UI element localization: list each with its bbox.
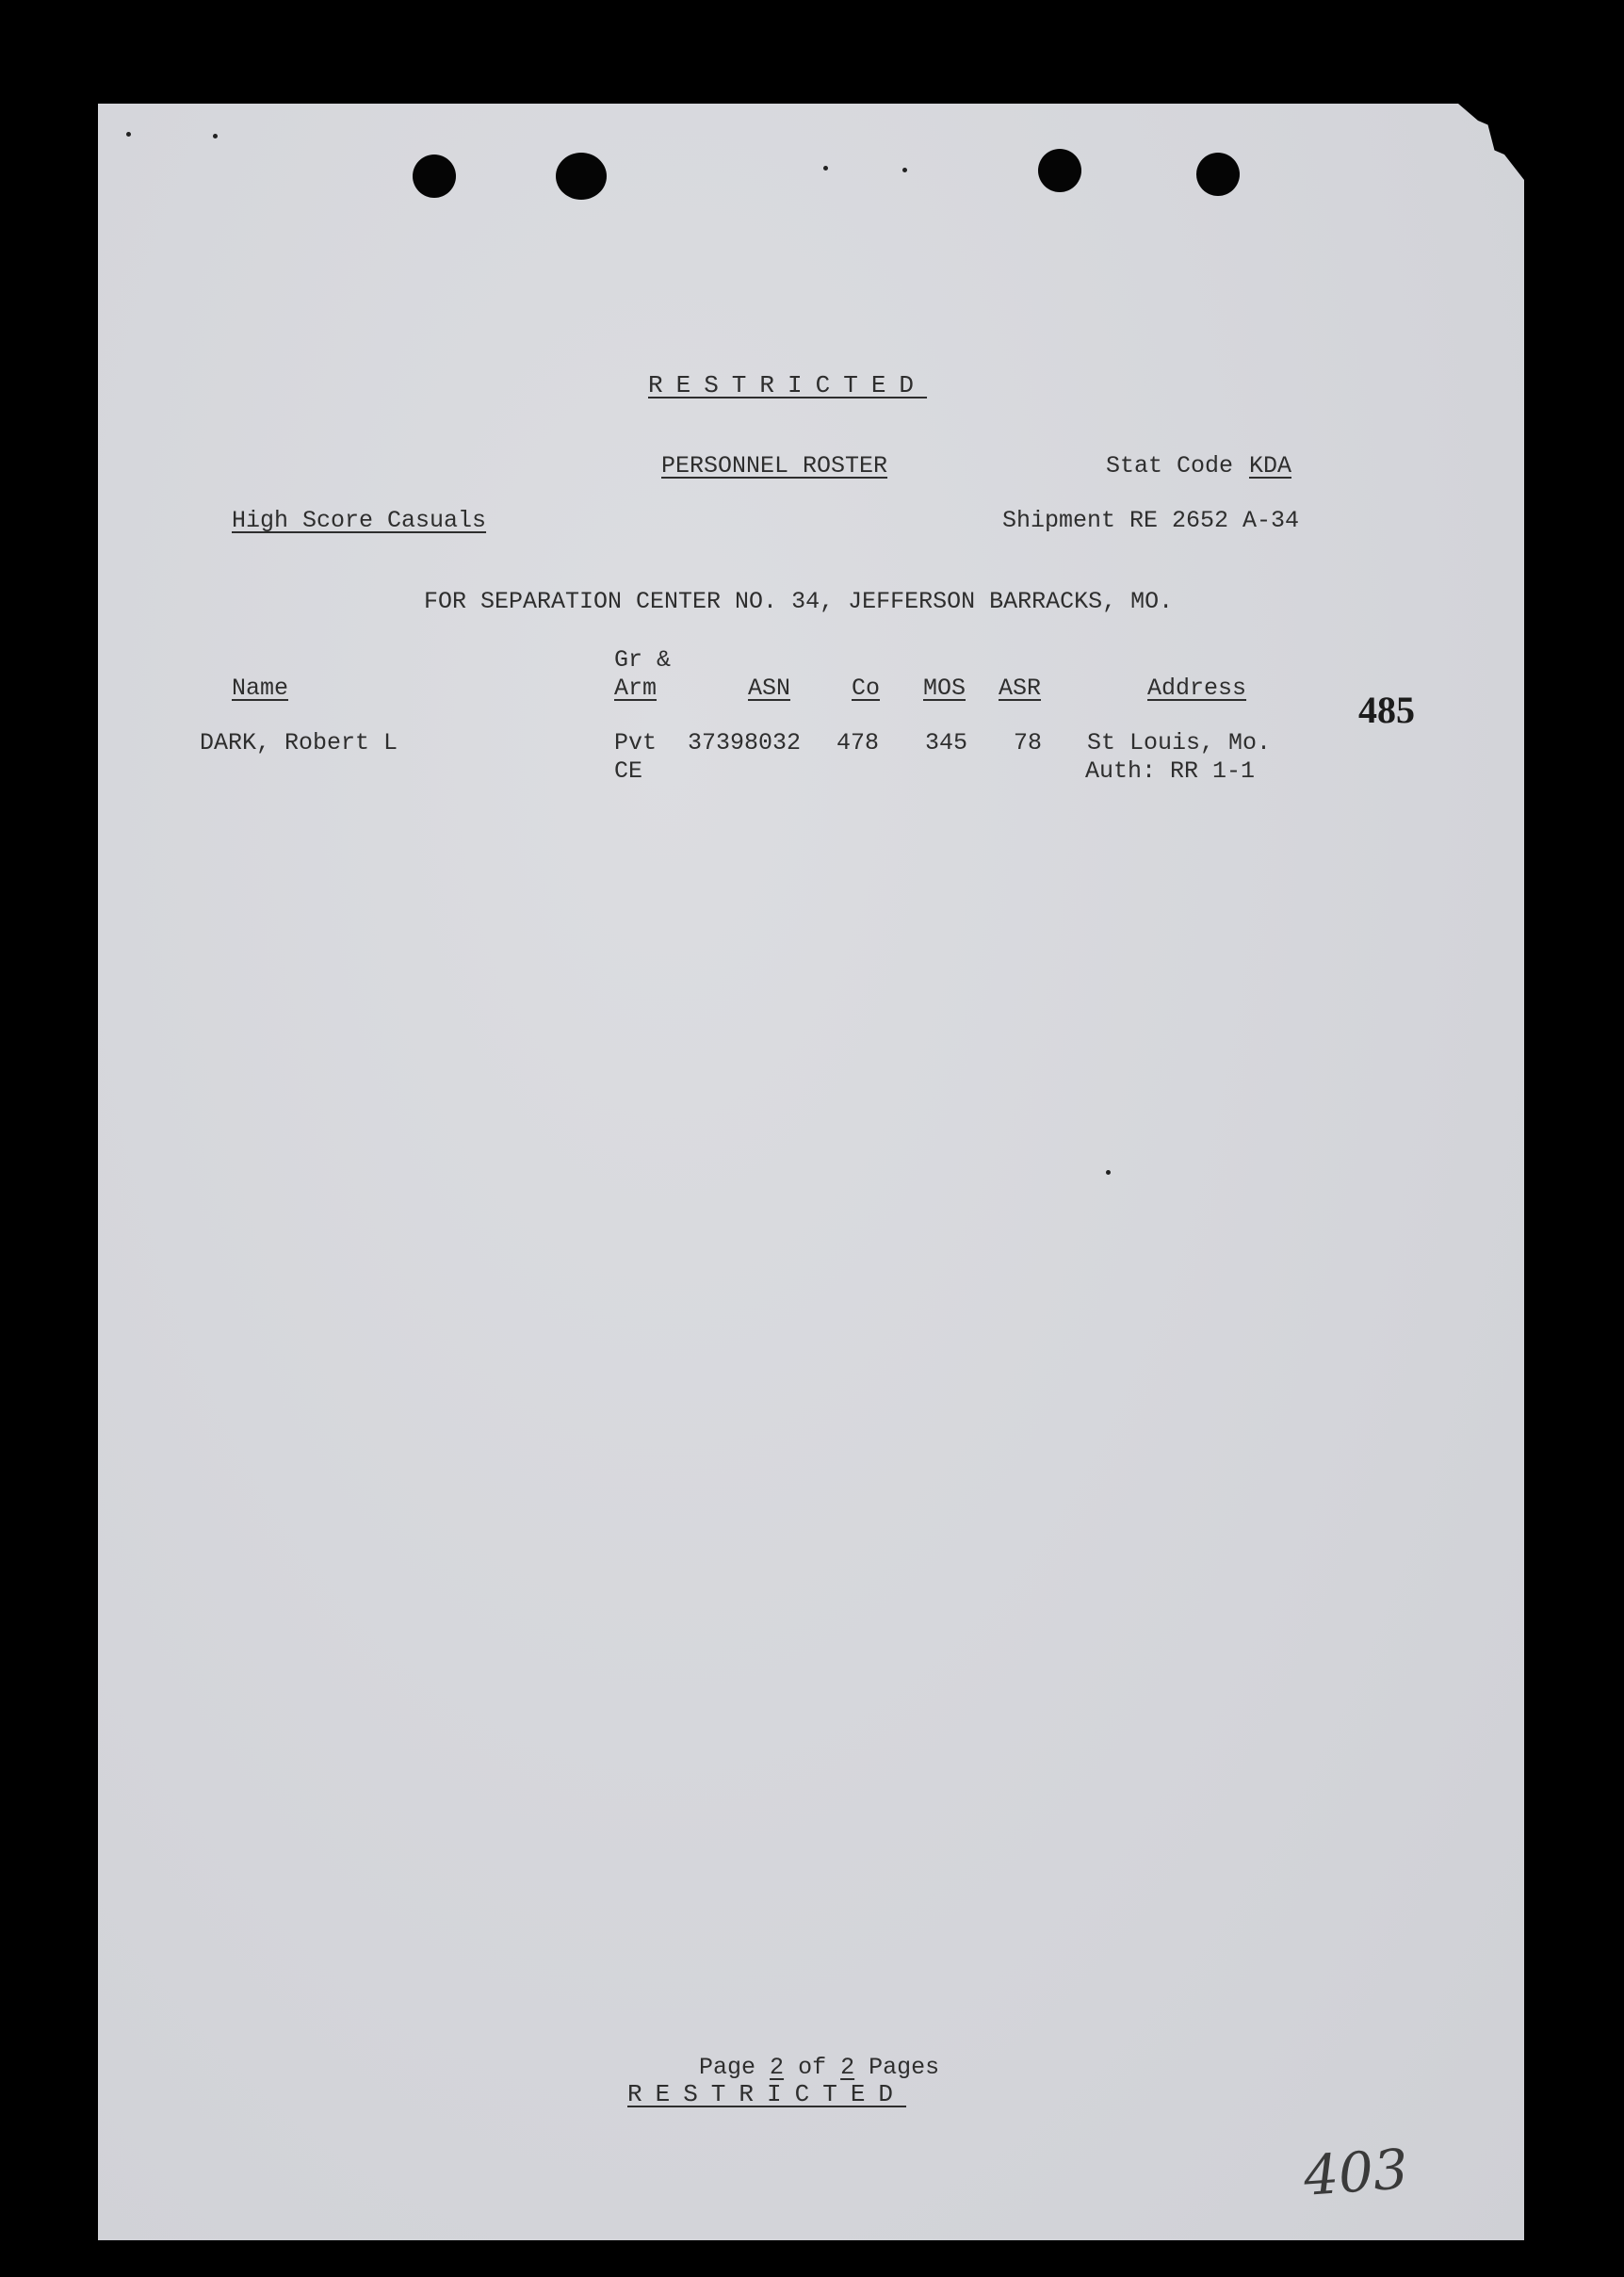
- speck: [823, 166, 828, 171]
- col-header-asn: ASN: [748, 675, 791, 702]
- stat-code-value: KDA: [1249, 452, 1292, 480]
- page-word: Page: [699, 2054, 756, 2081]
- page-total: 2: [840, 2054, 855, 2081]
- row-arm: CE: [614, 757, 643, 785]
- row-address: St Louis, Mo.: [1087, 729, 1272, 756]
- torn-corner: [1458, 104, 1524, 188]
- punch-hole: [556, 153, 607, 200]
- punch-hole: [413, 155, 456, 198]
- row-name: DARK, Robert L: [200, 729, 398, 756]
- handwritten-number: 403: [1301, 2137, 1410, 2208]
- stat-code-label: Stat Code: [1106, 452, 1234, 480]
- shipment-label: Shipment RE 2652 A-34: [1002, 507, 1300, 534]
- of-word: of: [798, 2054, 827, 2081]
- speck: [126, 132, 131, 137]
- row-co: 478: [836, 729, 880, 756]
- destination-line: FOR SEPARATION CENTER NO. 34, JEFFERSON BARRACKS, MO.: [424, 588, 1174, 615]
- restricted-heading-bottom: RESTRICTED: [627, 2080, 907, 2108]
- page-current: 2: [770, 2054, 785, 2081]
- punch-hole: [1196, 153, 1240, 196]
- speck: [1106, 1170, 1111, 1175]
- speck: [902, 168, 907, 172]
- col-header-name: Name: [232, 675, 289, 702]
- restricted-heading-top: RESTRICTED: [648, 371, 928, 399]
- group-label: High Score Casuals: [232, 507, 487, 534]
- col-header-mos: MOS: [923, 675, 966, 702]
- punch-hole: [1038, 149, 1081, 192]
- row-auth: Auth: RR 1-1: [1085, 757, 1256, 785]
- stamped-number: 485: [1358, 689, 1415, 731]
- speck: [213, 134, 218, 138]
- document-page: [98, 104, 1524, 2240]
- col-header-co: Co: [852, 675, 881, 702]
- pages-word: Pages: [869, 2054, 940, 2081]
- col-header-asr: ASR: [999, 675, 1042, 702]
- row-grade: Pvt: [614, 729, 658, 756]
- col-header-gr-amp: Gr &: [614, 646, 672, 674]
- roster-title: PERSONNEL ROSTER: [661, 452, 888, 480]
- col-header-address: Address: [1147, 675, 1247, 702]
- row-mos: 345: [925, 729, 968, 756]
- row-asn: 37398032: [688, 729, 802, 756]
- col-header-arm: Arm: [614, 675, 658, 702]
- row-asr: 78: [1014, 729, 1043, 756]
